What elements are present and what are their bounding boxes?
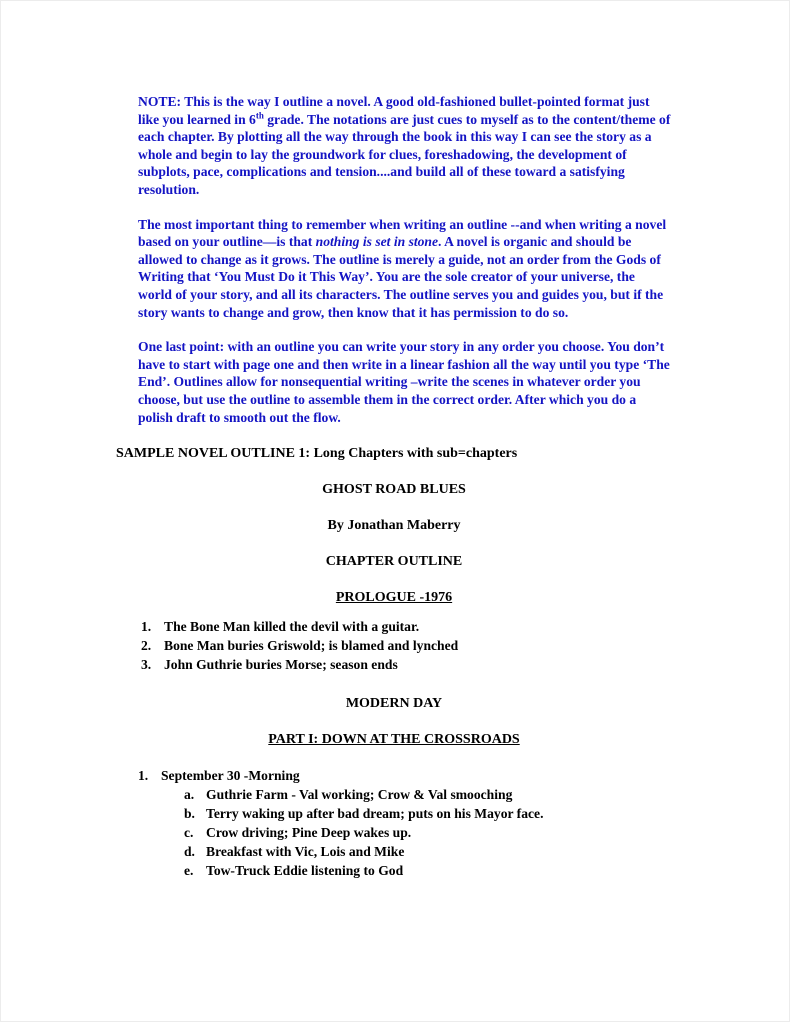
prologue-heading: PROLOGUE -1976: [335, 590, 453, 606]
list-item-text: Bone Man buries Griswold; is blamed and lynched: [164, 638, 459, 654]
list-item-text: The Bone Man killed the devil with a guitar.: [164, 619, 420, 635]
list-item: [116, 617, 672, 636]
sub-item-letter: d.: [184, 844, 195, 860]
sub-item-text: Terry waking up after bad dream; puts on his Mayor face.: [206, 806, 544, 822]
important-text-1: The most important thing to remember when writing an outline --and when writing a novel based on your outline—is that: [138, 216, 667, 250]
chapter-sub-item: [116, 861, 672, 880]
sub-item-text: Breakfast with Vic, Lois and Mike: [206, 844, 405, 860]
sub-item-letter: c.: [184, 825, 194, 841]
sample-outline-heading: SAMPLE NOVEL OUTLINE 1: Long Chapters with sub=chapters: [116, 446, 518, 462]
chapter-sub-item: [116, 804, 672, 823]
list-item-number: 2.: [141, 638, 152, 654]
byline: By Jonathan Maberry: [327, 518, 461, 534]
chapter-item: [116, 766, 672, 785]
modern-day-heading: MODERN DAY: [345, 696, 443, 712]
sub-item-letter: e.: [184, 863, 194, 879]
chapter-label: September 30 -Morning: [161, 768, 300, 784]
note-text-2: grade. The notations are just cues to myself as to the content/theme of each chapter. By plotting all the way through the book in this way I can see the story as a whole and begin to lay the groundwork for clues, foreshadowing, the development of subplots, pace, complications and tension....and build all of these toward a satisfying resolution.: [138, 111, 671, 197]
important-text-2: . A novel is organic and should be allowed to change as it grows. The outline is merely a guide, not an order from the Gods of Writing that ‘You Must Do it This Way’. You are the sole creator of your universe, the world of your story, and all its characters. The outline serves you and guides you, but if the story wants to change and grow, then know that it has permission to do so.: [138, 234, 664, 320]
list-item-text: John Guthrie buries Morse; season ends: [164, 657, 398, 673]
chapter-sub-item: [116, 842, 672, 861]
chapter-number: 1.: [138, 768, 149, 784]
sub-item-text: Tow-Truck Eddie listening to God: [206, 863, 404, 879]
chapter-sub-item: [116, 785, 672, 804]
italic-emphasis: nothing is set in stone: [315, 234, 439, 250]
last-point-paragraph: One last point: with an outline you can write your story in any order you choose. You don’t have to start with page one and then write in a linear fashion all the way until you type ‘The End’. Outlines allow for nonsequential writing –write the scenes in whatever order you choose, but use the outline to assemble them in the correct order. After which you do a polish draft to smooth out the flow.: [138, 339, 670, 425]
note-paragraph: [138, 93, 672, 199]
chapter-list: [116, 766, 672, 880]
list-item: [116, 655, 672, 674]
chapter-sub-item: [116, 823, 672, 842]
prologue-list: [116, 617, 672, 674]
book-title: GHOST ROAD BLUES: [322, 482, 466, 498]
chapter-outline-heading: CHAPTER OUTLINE: [325, 554, 463, 570]
list-item: [116, 636, 672, 655]
important-paragraph: [138, 216, 672, 322]
part1-heading: PART I: DOWN AT THE CROSSROADS: [268, 732, 520, 748]
list-item-number: 3.: [141, 657, 152, 673]
sub-item-text: Crow driving; Pine Deep wakes up.: [206, 825, 412, 841]
sub-item-letter: b.: [184, 806, 195, 822]
ordinal-superscript: th: [255, 110, 264, 121]
note-text-1: NOTE: This is the way I outline a novel. A good old-fashioned bullet-pointed format just like you learned in 6: [138, 94, 650, 127]
intro-section: [138, 93, 672, 426]
list-item-number: 1.: [141, 619, 152, 635]
sub-item-text: Guthrie Farm - Val working; Crow & Val smooching: [206, 787, 513, 803]
sub-item-letter: a.: [184, 787, 195, 803]
